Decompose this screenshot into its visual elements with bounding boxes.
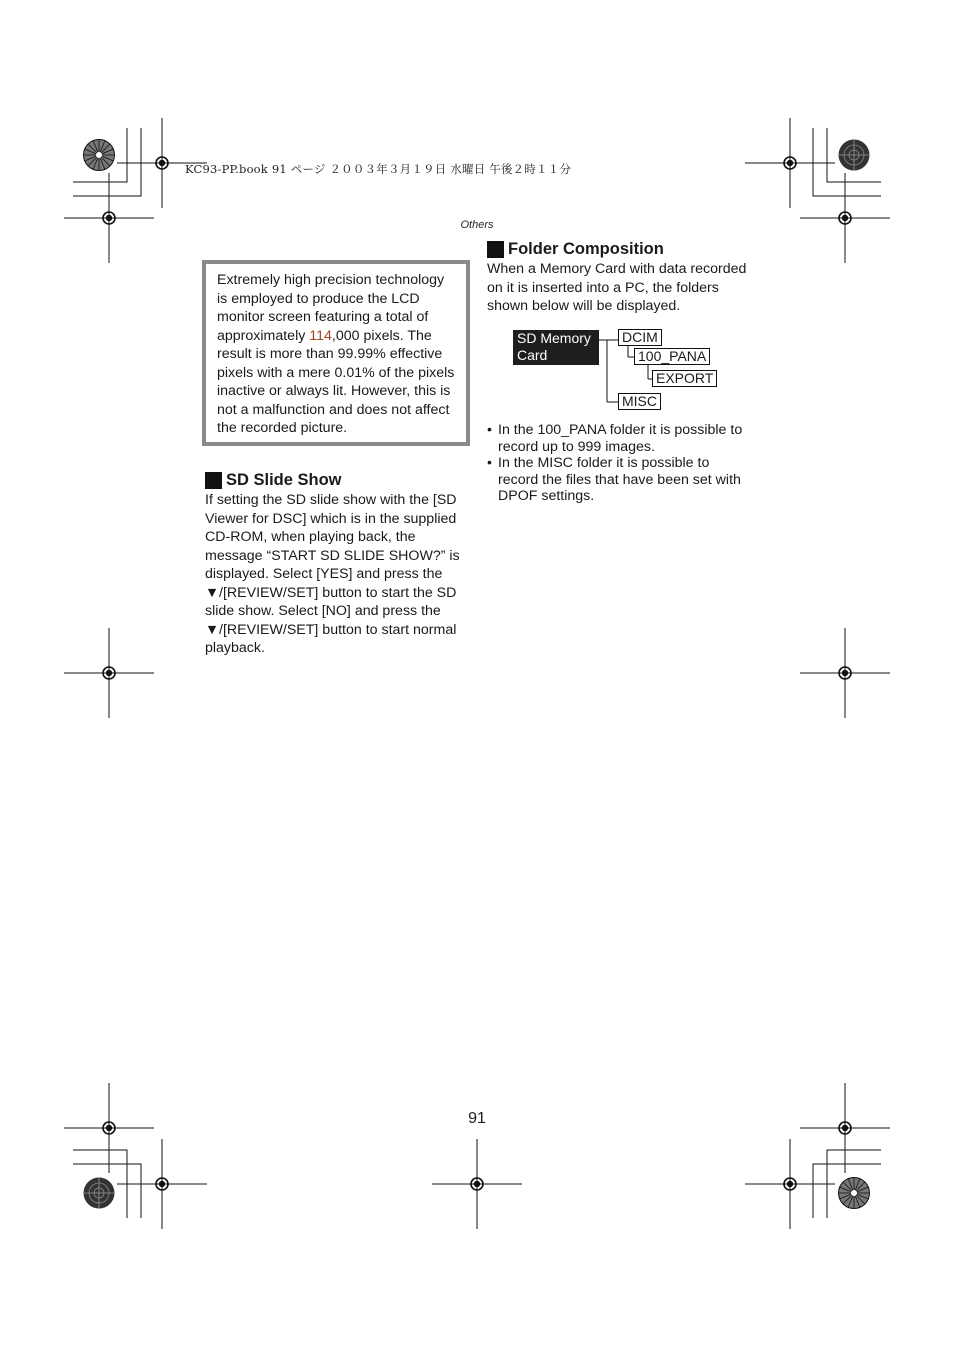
print-header-line: KC93-PP.book 91 ページ ２００３年３月１９日 水曜日 午後２時１１分 (185, 162, 572, 176)
folder-tree-root-sd-memory-card: SD Memory Card (513, 330, 599, 365)
folder-notes-list (487, 422, 749, 505)
section-label: Others (460, 219, 494, 231)
list-item: • In the 100_PANA folder it is possible to record up to 999 images. (487, 422, 749, 455)
note-highlight-number: 114 (309, 327, 332, 344)
sd-slide-show-body: If setting the SD slide show with the [SD Viewer for DSC] which is in the supplied CD-ROM, when playing back, the message “START SD SLIDE SHOW?” is displayed. Select [YES] and press the ▼/[REVIEW/SET] button to start the SD slide show. Select [NO] and press the ▼/[REVIEW/SET] button to start normal playback. (205, 492, 460, 656)
list-item: • In the MISC folder it is possible to record the files that have been set with DPOF settings. (487, 455, 749, 505)
note-text-before: Extremely high precision technology is employed to produce the LCD monitor screen featuring a total of approximately (217, 272, 445, 344)
folder-composition-title: Folder Composition (508, 240, 664, 258)
folder-dcim: DCIM (618, 329, 662, 346)
note-text-after: ,000 pixels. The result is more than 99.99% effective pixels with a mere 0.01% of the pixels inactive or always lit. However, this is not a malfunction and does not affect the recorded picture. (217, 327, 455, 436)
folder-misc: MISC (618, 393, 661, 410)
folder-100-pana: 100_PANA (634, 348, 710, 365)
sd-slide-show-title: SD Slide Show (226, 471, 342, 489)
folder-export: EXPORT (652, 370, 717, 387)
page-number: 91 (468, 1110, 486, 1127)
folder-composition-body: When a Memory Card with data recorded on it is inserted into a PC, the folders shown below will be displayed. (487, 261, 747, 314)
